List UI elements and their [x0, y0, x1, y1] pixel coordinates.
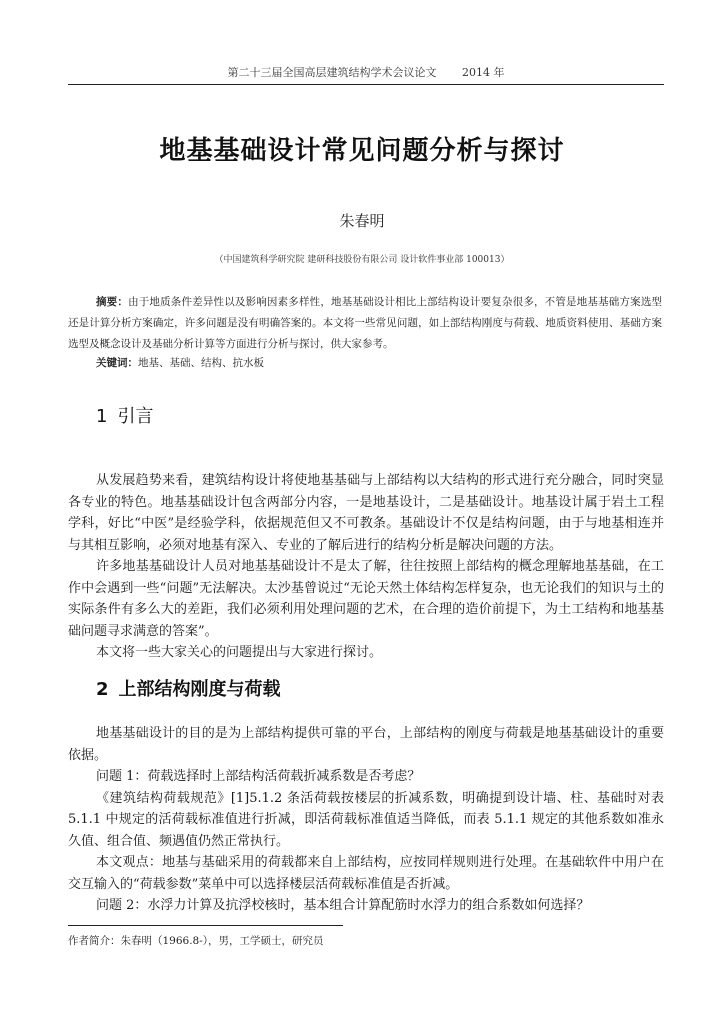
section-number: 1 [96, 406, 108, 427]
paragraph: 本文将一些大家关心的问题提出与大家进行探讨。 [96, 645, 383, 660]
section-title: 上部结构刚度与荷载 [118, 679, 281, 700]
abstract-label: 摘要： [96, 296, 129, 308]
abstract-text: 由于地质条件差异性以及影响因素多样性，地基基础设计相比上部结构设计要复杂很多，不管是地基基础方案选型还是计算分析方案确定，许多问题是没有明确答案的。本文将一些常见问题，如上部结构刚度与荷载、地质资料使用、基础方案选型及概念设计及基础分析计算等方面进行分析与探讨，供大家参考。 [68, 296, 663, 350]
running-header [68, 64, 664, 85]
section-1-body [68, 470, 664, 664]
paragraph: 本文观点：地基与基础采用的荷载都来自上部结构，应按同样规则进行处理。在基础软件中用户在交互输入的“荷载参数”菜单中可以选择楼层活荷载标准值是否折减。 [68, 855, 664, 892]
author-affiliation: （中国建筑科学研究院 建研科技股份有限公司 设计软件事业部 100013） [214, 255, 510, 265]
paper-title: 地基基础设计常见问题分析与探讨 [159, 136, 565, 166]
paragraph: 从发展趋势来看，建筑结构设计将使地基基础与上部结构以大结构的形式进行充分融合，同时突显各专业的特色。地基基础设计包含两部分内容，一是地基设计，二是基础设计。地基设计属于岩土工程学科，好比“中医”是经验学科，依据规范但又不可教条。基础设计不仅是结构问题，由于与地基相连并与其相互影响，必须对地基有深入、专业的了解后进行的结构分析是解决问题的方法。 [68, 473, 664, 553]
section-number: 2 [96, 679, 109, 700]
section-2-body [68, 723, 664, 917]
author-name: 朱春明 [339, 212, 385, 230]
keywords [96, 355, 264, 370]
paragraph: 《建筑结构荷载规范》[1]5.1.2 条活荷载按楼层的折减系数，明确提到设计墙、柱、基础时对表 5.1.1 中规定的活荷载标准值进行折减，即活荷载标准值适当降低，而表 5.1.1 规定的其他系数如准永久值、组合值、频遇值仍然正常执行。 [68, 790, 664, 849]
section-heading-1 [96, 402, 153, 428]
footnote-divider [68, 925, 343, 926]
conference-name: 第二十三届全国高层建筑结构学术会议论文 [227, 66, 437, 79]
paragraph: 问题 2：水浮力计算及抗浮校核时，基本组合计算配筋时水浮力的组合系数如何选择？ [96, 898, 590, 913]
keywords-label: 关键词： [96, 357, 138, 369]
paragraph: 问题 1：荷载选择时上部结构活荷载折减系数是否考虑？ [96, 769, 421, 784]
paragraph: 地基基础设计的目的是为上部结构提供可靠的平台，上部结构的刚度与荷载是地基基础设计的重要依据。 [68, 726, 664, 763]
abstract [68, 292, 662, 355]
conference-year: 2014 年 [462, 66, 505, 79]
section-heading-2 [96, 675, 281, 701]
keywords-text: 地基、基础、结构、抗水板 [138, 357, 264, 369]
paragraph: 许多地基基础设计人员对地基基础设计不是太了解，往往按照上部结构的概念理解地基基础，在工作中会遇到一些“问题”无法解决。太沙基曾说过“无论天然土体结构怎样复杂，也无论我们的知识与土的实际条件有多么大的差距，我们必须利用处理问题的艺术，在合理的造价前提下，为土工结构和地基基础问题寻求满意的答案”。 [68, 559, 664, 639]
section-title: 引言 [117, 406, 154, 427]
author-footnote: 作者简介：朱春明（1966.8-），男，工学硕士，研究员 [68, 935, 324, 947]
